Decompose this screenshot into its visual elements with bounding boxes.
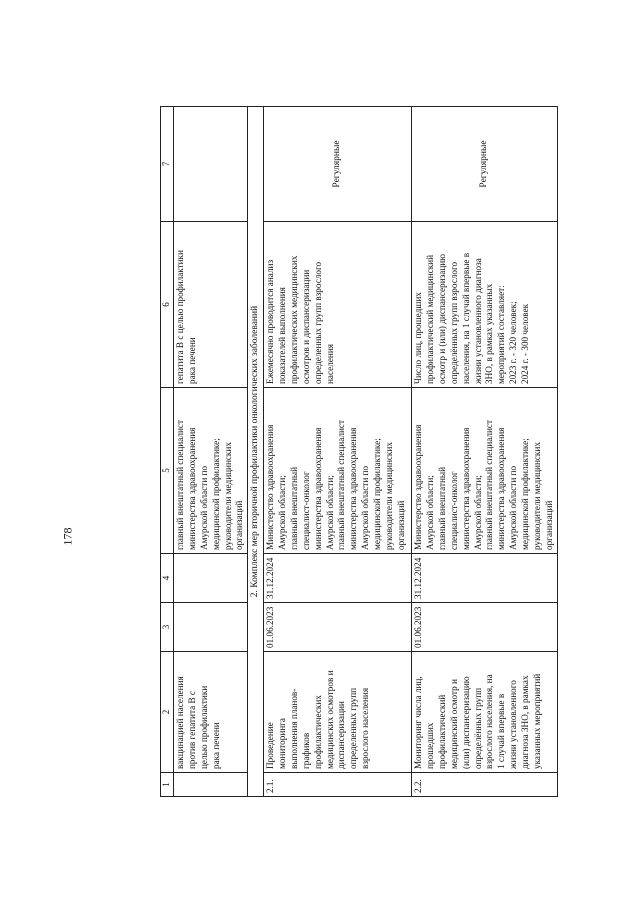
header-row: [161, 107, 174, 797]
header-col-6: 6: [161, 222, 174, 388]
header-col-2: 2: [161, 652, 174, 773]
page-number: 178: [60, 527, 75, 546]
row0-periodicity: [173, 107, 248, 222]
section-row: [248, 107, 263, 797]
header-col-7: 7: [161, 107, 174, 222]
measures-table: [160, 106, 558, 797]
row0-num: [173, 773, 248, 797]
table-row: [411, 107, 557, 797]
section-title: 2. Комплекс мер вторичной профилактики онкологических заболеваний: [248, 107, 263, 797]
header-col-3: 3: [161, 603, 174, 652]
header-col-1: 1: [161, 773, 174, 797]
row0-responsible: главный внештатный специалист министерства здравоохранения Амурской области по медицинской профилактике; руководители медицинских организаций: [173, 388, 248, 554]
row2-measure: Мониторинг числа лиц, прошедших профилактический медицинский осмотр и (или) диспансеризацию определённых групп взрослого населения, на 1 случай впервые в жизни установленного диагноза ЗНО, в рамках указанных мероприятий: [411, 652, 557, 773]
row2-num: 2.2.: [411, 773, 557, 797]
row2-result: Число лиц, прошедших профилактический медицинский осмотр и (или) диспансеризацию определённых групп взрослого населения, на 1 случай впервые в жизни установленного диагноза ЗНО, в рамках указанных мероприятий составляет: 2023 г. - 320 человек; 2024 г. - 300 человек: [411, 222, 557, 388]
row2-responsible: Министерство здравоохранения Амурской области; главный внештатный специалист-онколог министерства здравоохранения Амурской области; главный внештатный специалист министерства здравоохранения Амурской области по медицинской профилактике; руководители медицинских организаций: [411, 388, 557, 554]
row1-periodicity: Регулярные: [263, 107, 411, 222]
row1-result: Ежемесячно проводится анализ показателей выполнения профилактических медицинских осмотров и диспансеризации определенных групп взрослого населения: [263, 222, 411, 388]
row1-end: 31.12.2024: [263, 554, 411, 603]
row1-measure: Проведение мониторинга выполнения планов- графиков профилактических медицинских осмотров и диспансеризации определенных групп взрослого населения: [263, 652, 411, 773]
row1-start: 01.06.2023: [263, 603, 411, 652]
row2-periodicity: Регулярные: [411, 107, 557, 222]
row1-responsible: Министерство здравоохранения Амурской области; главный внештатный специалист-онколог министерства здравоохранения Амурской области; главный внештатный специалист министерства здравоохранения Амурской области по медицинской профилактике; руководители медицинских организаций: [263, 388, 411, 554]
rotated-table-wrapper: [160, 107, 555, 797]
header-col-5: 5: [161, 388, 174, 554]
header-col-4: 4: [161, 554, 174, 603]
row1-num: 2.1.: [263, 773, 411, 797]
row0-result: гепатита В с целью профилактики рака печени: [173, 222, 248, 388]
row2-start: 01.06.2023: [411, 603, 557, 652]
row2-end: 31.12.2024: [411, 554, 557, 603]
row0-measure: вакцинацией населения против гепатита В с целью профилактики рака печени: [173, 652, 248, 773]
row0-end: [173, 554, 248, 603]
table-row: [263, 107, 411, 797]
row0-start: [173, 603, 248, 652]
table-row-continued: [173, 107, 248, 797]
